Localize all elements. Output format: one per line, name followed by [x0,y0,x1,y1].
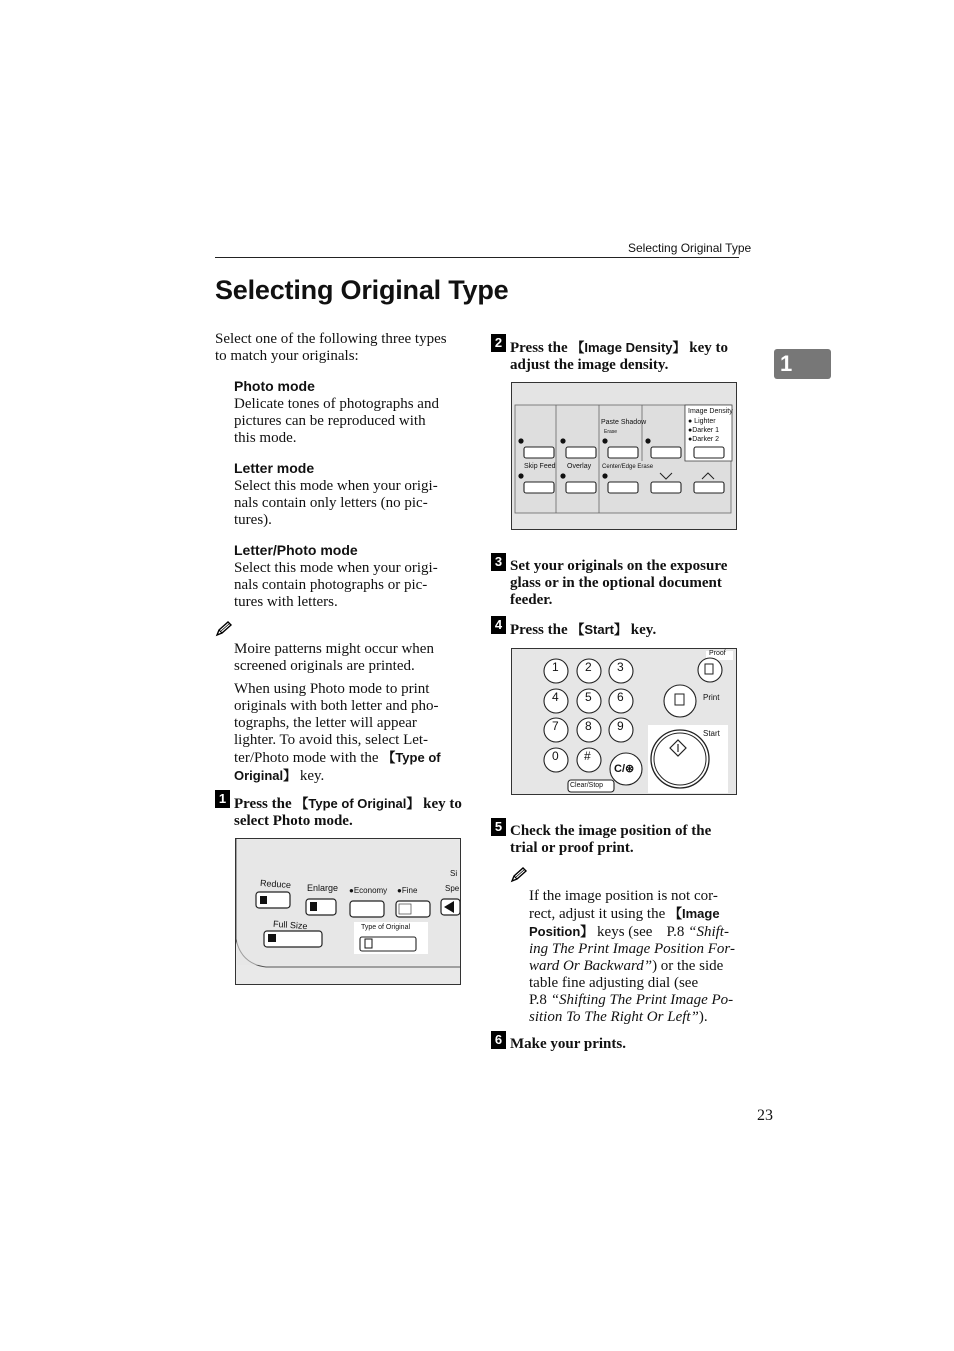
control-panel-type-of-original [235,838,461,985]
key-1: 1 [552,660,559,674]
key-5: 5 [585,690,592,704]
page-reference: P.8 [666,924,689,940]
desc-line: pictures can be reproduced with [234,413,426,429]
key-name: 【Image [668,906,720,921]
fine-button [396,901,430,917]
type-of-original-label: Type of Original [361,924,411,931]
note-line [234,767,466,785]
key-hash: # [584,749,591,763]
note-line: screened originals are printed. [234,658,415,674]
step-line: Set your originals on the exposure [510,558,728,574]
key-name: 【Start】 [571,622,628,637]
key-6: 6 [617,690,624,704]
page-reference: P.8 [529,992,551,1008]
step5-instruction [510,823,742,857]
page-title: Selecting Original Type [215,275,509,305]
darker1-label: ●Darker 1 [688,427,720,434]
step-number: 6 [491,1031,506,1049]
note-line: If the image position is not cor- [529,888,718,904]
control-panel-image-density [511,382,737,530]
key-name: Original】 [234,768,297,783]
desc-line: Delicate tones of photographs and [234,396,439,412]
note-line [234,749,466,767]
key-3: 3 [617,660,624,674]
economy-label: ●Economy [349,886,388,895]
note-line: tographs, the letter will appear [234,715,417,731]
step-number: 4 [491,616,506,634]
reference-title: ing The Print Image Position For- [529,941,735,957]
key-name: Position】 [529,924,594,939]
note-pencil-icon [215,621,233,637]
step-text: Press the [234,796,296,812]
lighter-label: ● Lighter [688,418,716,425]
key-name: 【Image Density】 [571,340,686,355]
step-text: Press the [510,622,572,638]
page-number: 23 [757,1107,773,1124]
step-text: key. [627,622,657,638]
key-name: 【Type of Original】 [295,796,420,811]
note-line: Moire patterns might occur when [234,641,434,657]
note-line: table fine adjusting dial (see [529,975,699,991]
intro-paragraph [215,331,465,365]
step-line: Check the image position of the [510,823,712,839]
key-name: 【Type of [382,750,441,765]
reference-title: sition To The Right Or Left” [529,1009,699,1025]
control-panel-start [511,648,737,795]
desc-line: nals contain only letters (no pic- [234,495,428,511]
note1-p2 [234,681,466,785]
running-header: Selecting Original Type [628,241,752,255]
proof-label: Proof [709,650,726,657]
desc-line: nals contain photographs or pic- [234,577,428,593]
step-number: 5 [491,818,506,836]
step6-instruction: Make your prints. [510,1036,626,1052]
note-line [529,992,741,1009]
step-text: key to [419,796,462,812]
note-line [529,905,741,923]
key-2: 2 [585,660,592,674]
reference-title: “Shift- [688,924,729,940]
note-line: originals with both letter and pho- [234,698,439,714]
note-text: keys (see [593,924,653,940]
note-text: rect, adjust it using the [529,906,669,922]
step-line: adjust the image density. [510,357,669,373]
enlarge-label: Enlarge [307,883,339,893]
step3-instruction [510,558,742,609]
note2 [529,888,741,1026]
step-line: glass or in the optional document [510,575,722,591]
photo-mode-heading: Photo mode [234,378,315,394]
chapter-tab: 1 [774,349,831,379]
intro-line: to match your originals: [215,348,359,364]
note-text: ter/Photo mode with the [234,750,383,766]
step-line: trial or proof print. [510,840,634,856]
note-text: key. [296,768,325,784]
economy-button [350,901,384,917]
note-text: ). [698,1009,708,1025]
paste-shadow-label: Paste Shadow [601,419,647,426]
letter-mode-desc [234,478,464,529]
center-edge-label: Center/Edge Erase [602,464,654,470]
step-line [234,795,464,813]
note-line [529,958,741,975]
desc-line: tures). [234,512,272,528]
clear-key: C/⊛ [614,763,635,775]
key-8: 8 [585,719,592,733]
letter-mode-heading: Letter mode [234,460,315,476]
note-line [529,923,741,941]
desc-line: this mode. [234,430,297,446]
key-9: 9 [617,719,624,733]
clear-stop-label: Clear/Stop [570,782,604,789]
photo-mode-desc [234,396,464,447]
side-label: Si [450,869,458,878]
desc-line: Select this mode when your origi- [234,478,438,494]
speed-label: Spe [445,884,460,893]
note-line [529,1009,741,1026]
darker2-label: ●Darker 2 [688,436,720,443]
intro-line: Select one of the following three types [215,331,447,347]
step-text: key to [685,340,729,356]
letter-photo-mode-heading: Letter/Photo mode [234,542,358,558]
step1-instruction [234,795,464,830]
reference-title: “Shifting The Print Image Po- [550,992,734,1008]
fine-label: ●Fine [397,886,418,895]
step4-instruction [510,621,740,639]
letter-photo-mode-desc [234,560,464,611]
step-number: 3 [491,553,506,571]
note-line: When using Photo mode to print [234,681,430,697]
key-7: 7 [552,719,559,733]
step-line: feeder. [510,592,553,608]
step-text: Press the [510,340,572,356]
start-label: Start [703,729,720,738]
note-text: ) or the side [652,958,724,974]
step-number: 1 [215,790,230,808]
print-label: Print [703,693,720,702]
overlay-label: Overlay [567,463,592,470]
full-size-label: Full Size [272,918,308,932]
step-number: 2 [491,334,506,352]
header-rule [215,257,739,258]
image-density-label: Image Density [688,408,733,415]
erase-label: Erase [604,429,618,435]
note-line: lighter. To avoid this, select Let- [234,732,429,748]
key-0: 0 [552,749,559,763]
note1-p1 [234,641,464,675]
step-line: select Photo mode. [234,813,353,829]
reduce-label: Reduce [259,877,292,891]
step2-instruction [510,339,740,374]
desc-line: Select this mode when your origi- [234,560,438,576]
note-pencil-icon [510,867,528,883]
key-4: 4 [552,690,559,704]
reference-title: ward Or Backward” [529,958,653,974]
skip-feed-label: Skip Feed [524,463,556,470]
step-line [510,339,740,357]
desc-line: tures with letters. [234,594,338,610]
